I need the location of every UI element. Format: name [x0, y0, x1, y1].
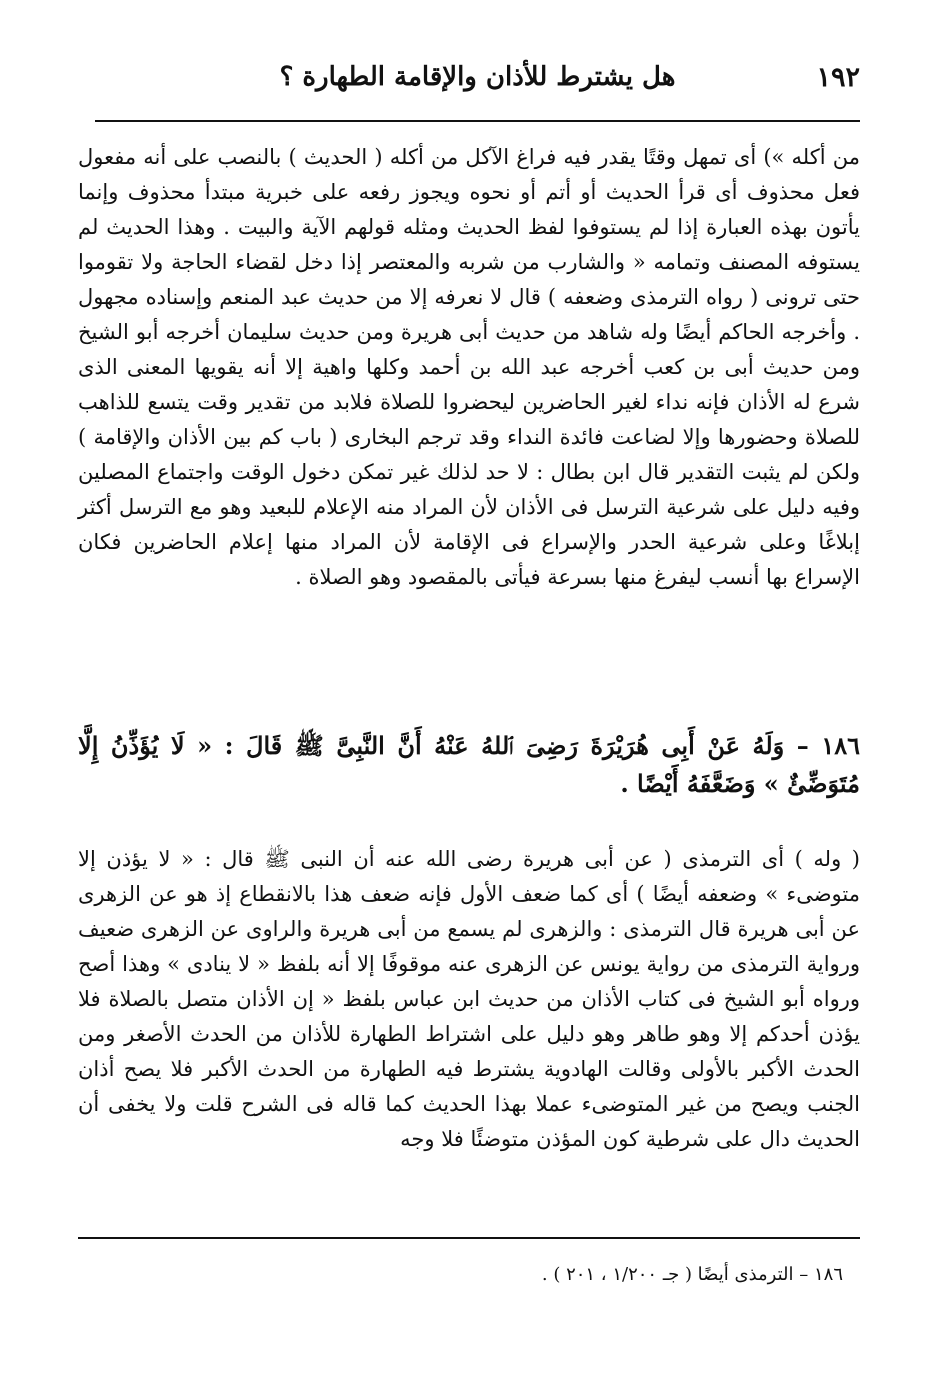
header-divider	[95, 120, 860, 122]
commentary-paragraph: ( وله ) أى الترمذى ( عن أبى هريرة رضى الله عنه أن النبى ﷺ قال : « لا يؤذن إلا متوضىء » وضعفه أيضًا ) أى كما ضعف الأول فإنه ضعف هذا بالانقطاع إذ هو عن الزهرى عن أبى هريرة قال الترمذى : والزهرى لم يسمع من أبى هريرة والراوى عن الزهرى ضعيف ورواية الترمذى من رواية يونس عن الزهرى عنه موقوفًا إلا أنه بلفظ « لا ينادى » وهذا أصح ورواه أبو الشيخ فى كتاب الأذان من حديث ابن عباس بلفظ « إن الأذان متصل بالصلاة فلا يؤذن أحدكم إلا وهو طاهر وهو دليل على اشتراط الطهارة للأذان من الحدث الأصغر ومن الحدث الأكبر بالأولى وقالت الهادوية يشترط فيه الطهارة من الحدث الأكبر فلا يصح أذان الجنب ويصح من غير المتوضىء عملا بهذا الحديث كما قاله فى الشرح قلت ولا يخفى أن الحديث دال على شرطية كون المؤذن متوضئًا فلا وجه	[78, 847, 860, 1151]
page-header	[95, 62, 860, 104]
footnote-divider	[78, 1237, 860, 1239]
running-title: هل يشترط للأذان والإقامة الطهارة ؟	[279, 62, 676, 92]
hadith-text: ١٨٦ – وَلَهُ عَنْ أَبِى هُرَيْرَةَ رَضِىَ ٱللهُ عَنْهُ أَنَّ النَّبِىَّ ﷺ قَالَ : « لَا يُؤَذِّنُ إِلَّا مُتَوَضِّئٌ » وَضَعَّفَهُ أَيْضًا .	[78, 731, 860, 798]
commentary-paragraph: من أكله ») أى تمهل وقتًا يقدر فيه فراغ الآكل من أكله ( الحديث ) بالنصب على أنه مفعول فعل محذوف أى قرأ الحديث أو أتم أو نحوه ويجوز رفعه على خبرية مبتدأ محذوف وإنما يأتون بهذه العبارة إذا لم يستوفوا لفظ الحديث ومثله قولهم الآية والبيت . وهذا الحديث لم يستوفه المصنف وتمامه « والشارب من شربه والمعتصر إذا دخل لقضاء الحاجة ولا تقوموا حتى ترونى ( رواه الترمذى وضعفه ) قال لا نعرفه إلا من حديث عبد المنعم وإسناده مجهول . وأخرجه الحاكم أيضًا وله شاهد من حديث أبى هريرة ومن حديث سليمان أخرجه أبو الشيخ ومن حديث أبى بن كعب أخرجه عبد الله بن أحمد وكلها واهية إلا أنه يقويها المعنى الذى شرع له الأذان فإنه نداء لغير الحاضرين ليحضروا للصلاة فلابد من تقدير وقت يتسع للذاهب للصلاة وحضورها وإلا لضاعت فائدة النداء وقد ترجم البخارى ( باب كم بين الأذان والإقامة ) ولكن لم يثبت التقدير قال ابن بطال : لا حد لذلك غير تمكن دخول الوقت واجتماع المصلين وفيه دليل على شرعية الترسل فى الأذان لأن المراد منه الإعلام للبعيد وهو مع الترسل أكثر إبلاغًا وعلى شرعية الحدر والإسراع فى الإقامة لأن المراد منها إعلام الحاضرين فكان الإسراع بها أنسب ليفرغ منها بسرعة فيأتى بالمقصود وهو الصلاة .	[78, 145, 860, 589]
footnote: ١٨٦ – الترمذى أيضًا ( جـ ١/٢٠٠ ، ٢٠١ ) .	[541, 1264, 843, 1285]
page-number: ١٩٢	[816, 62, 860, 93]
